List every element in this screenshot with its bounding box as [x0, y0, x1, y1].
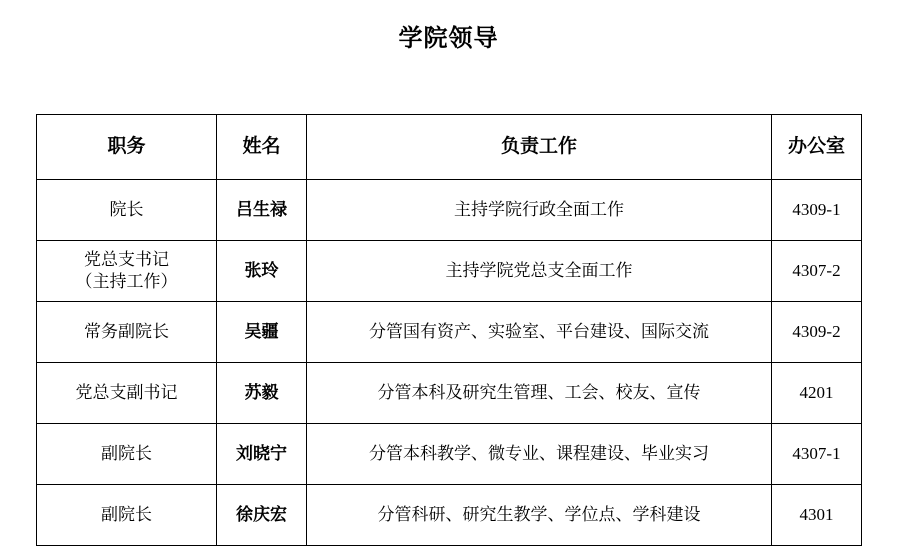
leaders-table-container	[36, 114, 861, 546]
post-text: 常务副院长	[84, 321, 169, 341]
cell-office: 4307-1	[772, 424, 862, 485]
document-page	[0, 18, 897, 524]
post-text: 党总支书记	[84, 249, 169, 269]
cell-duty: 分管国有资产、实验室、平台建设、国际交流	[307, 302, 772, 363]
cell-post	[37, 363, 217, 424]
post-text: 院长	[109, 199, 144, 219]
cell-post	[37, 302, 217, 363]
cell-office: 4307-2	[772, 241, 862, 302]
post-text-secondary: （主持工作）	[75, 272, 178, 291]
post-text: 副院长	[101, 443, 152, 463]
cell-name: 徐庆宏	[217, 485, 307, 546]
page-title: 学院领导	[398, 25, 499, 52]
leaders-table	[36, 114, 862, 546]
cell-name: 吕生禄	[217, 180, 307, 241]
cell-post	[37, 424, 217, 485]
cell-duty: 主持学院党总支全面工作	[307, 241, 772, 302]
table-header	[37, 115, 862, 180]
cell-name: 张玲	[217, 241, 307, 302]
cell-duty: 分管本科教学、微专业、课程建设、毕业实习	[307, 424, 772, 485]
cell-duty: 分管本科及研究生管理、工会、校友、宣传	[307, 363, 772, 424]
cell-office: 4309-2	[772, 302, 862, 363]
cell-name: 苏毅	[217, 363, 307, 424]
cell-office: 4201	[772, 363, 862, 424]
cell-post	[37, 485, 217, 546]
cell-name: 吴疆	[217, 302, 307, 363]
table-row	[37, 363, 862, 424]
table-row	[37, 180, 862, 241]
column-header-office: 办公室	[772, 115, 862, 180]
table-row	[37, 424, 862, 485]
cell-name: 刘晓宁	[217, 424, 307, 485]
cell-duty: 主持学院行政全面工作	[307, 180, 772, 241]
table-row	[37, 302, 862, 363]
post-text: 党总支副书记	[75, 382, 178, 402]
cell-post	[37, 180, 217, 241]
cell-post	[37, 241, 217, 302]
column-header-post: 职务	[37, 115, 217, 180]
column-header-name: 姓名	[217, 115, 307, 180]
table-row	[37, 241, 862, 302]
table-row	[37, 485, 862, 546]
cell-office: 4309-1	[772, 180, 862, 241]
table-header-row	[37, 115, 862, 180]
cell-duty: 分管科研、研究生教学、学位点、学科建设	[307, 485, 772, 546]
column-header-duty: 负责工作	[307, 115, 772, 180]
table-body	[37, 180, 862, 546]
post-text: 副院长	[101, 504, 152, 524]
cell-office: 4301	[772, 485, 862, 546]
